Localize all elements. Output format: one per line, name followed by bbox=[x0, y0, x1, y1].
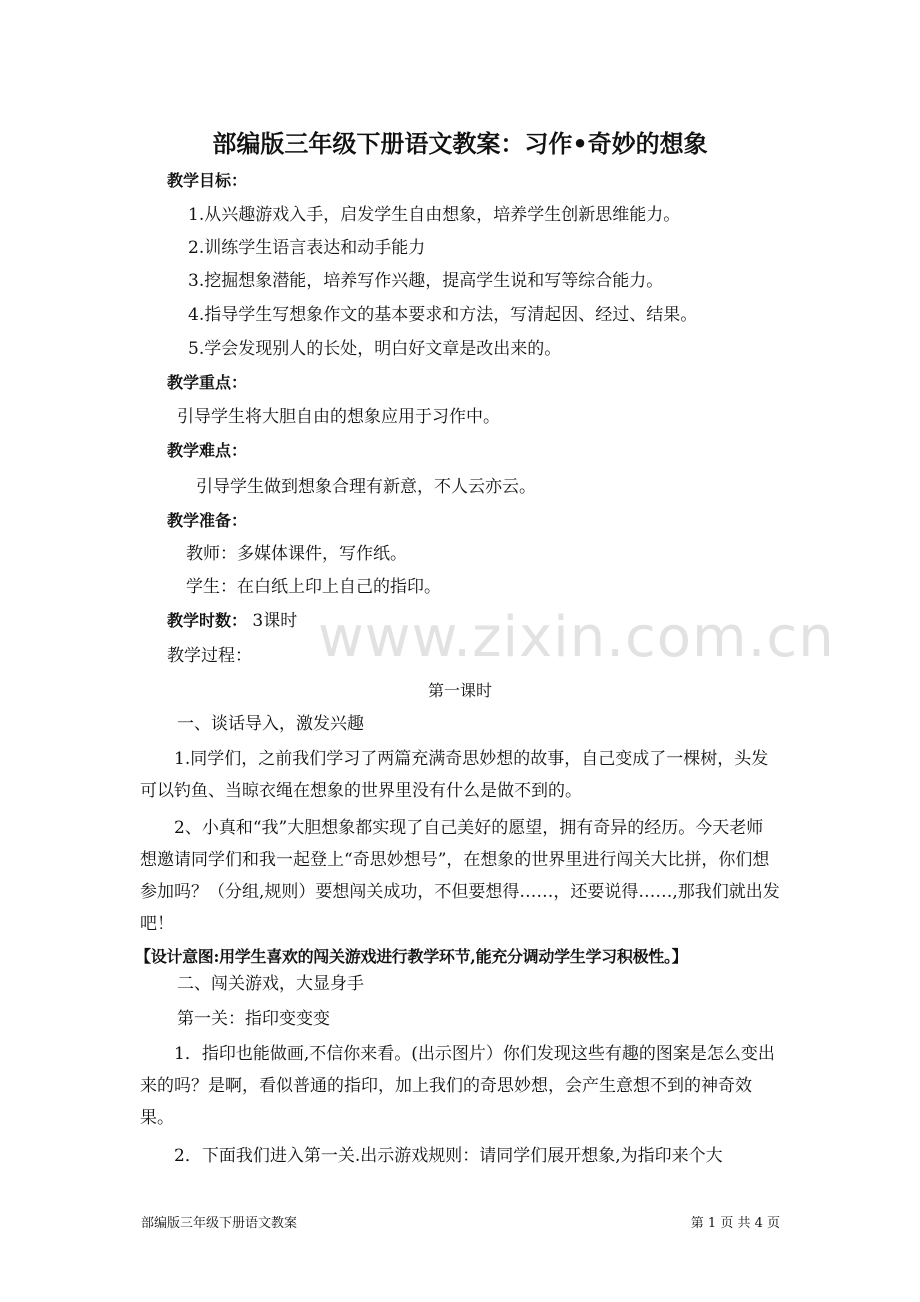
difficulty-heading: 教学难点： bbox=[167, 441, 248, 460]
key-text: 引导学生将大胆自由的想象应用于习作中。 bbox=[177, 407, 500, 427]
objectives-heading: 教学目标： bbox=[167, 171, 248, 190]
watermark: www.zixin.com.cn bbox=[318, 605, 835, 670]
document-title: 部编版三年级下册语文教案：习作•奇妙的想象 bbox=[212, 130, 708, 158]
paragraph: 2．下面我们进入第一关.出示游戏规则：请同学们展开想象,为指印来个大 bbox=[174, 1146, 723, 1166]
objective-item: 2.训练学生语言表达和动手能力 bbox=[188, 238, 426, 258]
objective-item: 4.指导学生写想象作文的基本要求和方法，写清起因、经过、结果。 bbox=[188, 305, 698, 325]
section-title: 二、闯关游戏，大显身手 bbox=[177, 974, 364, 994]
section-title: 一、谈话导入，激发兴趣 bbox=[177, 714, 364, 734]
prep-student: 学生：在白纸上印上自己的指印。 bbox=[186, 577, 441, 597]
hours-heading: 教学时数： bbox=[167, 611, 248, 630]
prep-heading: 教学准备： bbox=[167, 511, 248, 530]
level-title: 第一关：指印变变变 bbox=[177, 1009, 330, 1029]
process-heading: 教学过程： bbox=[167, 646, 252, 666]
footer-left: 部编版三年级下册语文教案 bbox=[141, 1216, 298, 1231]
footer-page-number: 第 1 页 共 4 页 bbox=[690, 1216, 780, 1231]
key-heading: 教学重点： bbox=[167, 373, 248, 392]
prep-teacher: 教师：多媒体课件，写作纸。 bbox=[186, 544, 407, 564]
hours-value: 3课时 bbox=[252, 611, 298, 631]
paragraph: 1．指印也能做画,不信你来看。(出示图片）你们发现这些有趣的图案是怎么变出来的吗？是啊，看似普通的指印，加上我们的奇思妙想，会产生意想不到的神奇效果。 bbox=[140, 1044, 775, 1128]
paragraph: 1.同学们，之前我们学习了两篇充满奇思妙想的故事，自己变成了一棵树，头发可以钓鱼、当晾衣绳在想象的世界里没有什么是做不到的。 bbox=[140, 749, 769, 801]
lesson-title: 第一课时 bbox=[427, 681, 492, 700]
objective-item: 3.挖掘想象潜能，培养写作兴趣，提高学生说和写等综合能力。 bbox=[188, 271, 664, 291]
design-note: 【设计意图:用学生喜欢的闯关游戏进行教学环节,能充分调动学生学习积极性。】 bbox=[135, 947, 688, 966]
objective-item: 1.从兴趣游戏入手，启发学生自由想象，培养学生创新思维能力。 bbox=[188, 205, 681, 225]
hours-row bbox=[167, 613, 297, 630]
paragraph: 2、小真和“我”大胆想象都实现了自己美好的愿望，拥有奇异的经历。今天老师想邀请同学们和我一起登上“奇思妙想号”，在想象的世界里进行闯关大比拼，你们想参加吗？（分组,规则）要想闯关成功，不但要想得……，还要说得……,那我们就出发吧！ bbox=[140, 818, 780, 934]
objective-item: 5.学会发现别人的长处，明白好文章是改出来的。 bbox=[188, 339, 562, 359]
difficulty-text: 引导学生做到想象合理有新意，不人云亦云。 bbox=[196, 477, 536, 497]
